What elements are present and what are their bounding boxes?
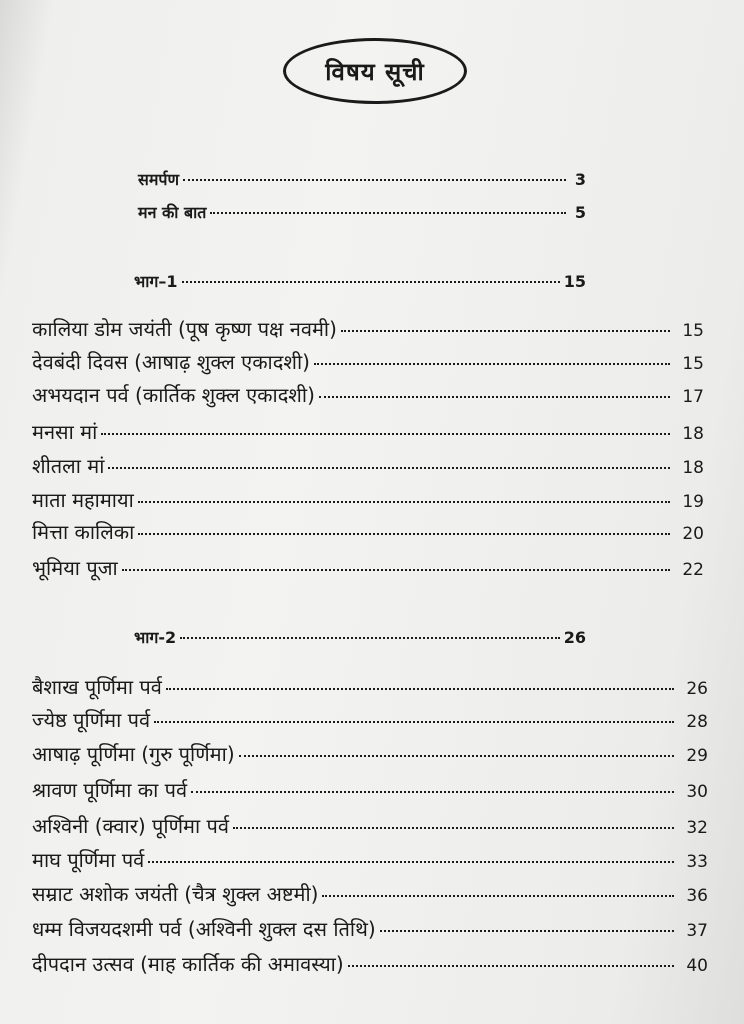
dot-leader xyxy=(101,433,670,435)
part-heading-2[interactable] xyxy=(134,626,586,648)
part-heading-page: 15 xyxy=(563,272,586,291)
toc-entry-page: 18 xyxy=(682,424,704,444)
dot-leader xyxy=(122,569,670,571)
toc-entry-page: 32 xyxy=(686,818,708,838)
dot-leader xyxy=(148,861,674,863)
toc-entry-page: 26 xyxy=(686,679,708,699)
dot-leader xyxy=(191,791,674,793)
toc-entry-label: मित्ता कालिका xyxy=(32,520,135,544)
dot-leader xyxy=(154,721,674,723)
toc-entry[interactable] xyxy=(138,168,586,190)
part-heading-label: भाग–1 xyxy=(134,272,178,291)
dot-leader xyxy=(182,281,560,283)
toc-entry-label: ज्येष्ठ पूर्णिमा पर्व xyxy=(32,708,151,732)
toc-entry[interactable] xyxy=(32,673,708,700)
toc-entry-label: बैशाख पूर्णिमा पर्व xyxy=(32,675,162,699)
toc-entry-label: मन की बात xyxy=(138,203,207,222)
title-oval xyxy=(283,38,467,104)
toc-entry[interactable] xyxy=(32,381,704,408)
part-heading-1[interactable] xyxy=(134,270,586,292)
toc-entry-label: माघ पूर्णिमा पर्व xyxy=(32,848,145,872)
toc-entry[interactable] xyxy=(32,776,708,803)
toc-entry[interactable] xyxy=(32,315,704,342)
toc-entry-page: 36 xyxy=(686,886,708,906)
toc-entry-page: 28 xyxy=(686,712,708,732)
toc-entry[interactable] xyxy=(32,348,704,375)
toc-entry-label: धम्म विजयदशमी पर्व (अश्विनी शुक्ल दस तिथि) xyxy=(32,917,376,941)
toc-entry[interactable] xyxy=(32,706,708,733)
toc-entry[interactable] xyxy=(138,201,586,223)
toc-entry-page: 18 xyxy=(682,458,704,478)
dot-leader xyxy=(138,501,670,503)
toc-entry[interactable] xyxy=(32,880,708,907)
dot-leader xyxy=(138,533,670,535)
toc-entry[interactable] xyxy=(32,812,708,839)
toc-entry-label: समर्पण xyxy=(138,170,180,189)
toc-entry-page: 3 xyxy=(574,170,586,189)
toc-entry[interactable] xyxy=(32,915,708,942)
part-heading-label: भाग-2 xyxy=(134,628,177,647)
dot-leader xyxy=(341,330,670,332)
dot-leader xyxy=(319,396,670,398)
dot-leader xyxy=(322,895,674,897)
toc-entry[interactable] xyxy=(32,518,704,545)
toc-entry[interactable] xyxy=(32,554,704,581)
toc-entry-page: 19 xyxy=(682,492,704,512)
toc-entry-page: 37 xyxy=(686,921,708,941)
toc-entry[interactable] xyxy=(32,452,704,479)
toc-entry-label: भूमिया पूजा xyxy=(32,556,118,580)
toc-entry-page: 29 xyxy=(686,746,708,766)
toc-entry-label: श्रावण पूर्णिमा का पर्व xyxy=(32,778,188,802)
toc-entry-label: अभयदान पर्व (कार्तिक शुक्ल एकादशी) xyxy=(32,383,315,407)
toc-entry-page: 22 xyxy=(682,560,704,580)
toc-entry[interactable] xyxy=(32,846,708,873)
dot-leader xyxy=(108,467,670,469)
toc-entry-label: कालिया डोम जयंती (पूष कृष्ण पक्ष नवमी) xyxy=(32,317,337,341)
dot-leader xyxy=(239,755,674,757)
toc-entry-label: सम्राट अशोक जयंती (चैत्र शुक्ल अष्टमी) xyxy=(32,882,319,906)
toc-entry-page: 15 xyxy=(682,354,704,374)
toc-entry-page: 20 xyxy=(682,524,704,544)
toc-entry[interactable] xyxy=(32,486,704,513)
dot-leader xyxy=(380,930,674,932)
toc-entry-page: 30 xyxy=(686,782,708,802)
toc-entry[interactable] xyxy=(32,418,704,445)
toc-entry-page: 15 xyxy=(682,321,704,341)
toc-entry-label: शीतला मां xyxy=(32,454,105,478)
dot-leader xyxy=(233,827,674,829)
page-title: विषय सूची xyxy=(325,57,425,86)
toc-entry-label: माता महामाया xyxy=(32,488,134,512)
dot-leader xyxy=(210,212,566,214)
toc-entry-page: 5 xyxy=(574,203,586,222)
toc-entry-page: 33 xyxy=(686,852,708,872)
toc-entry-label: देवबंदी दिवस (आषाढ़ शुक्ल एकादशी) xyxy=(32,350,310,374)
part-heading-page: 26 xyxy=(563,628,586,647)
toc-entry-label: मनसा मां xyxy=(32,420,98,444)
toc-entry-label: आषाढ़ पूर्णिमा (गुरु पूर्णिमा) xyxy=(32,742,235,766)
dot-leader xyxy=(180,637,560,639)
toc-entry[interactable] xyxy=(32,950,708,977)
dot-leader xyxy=(166,688,674,690)
toc-entry-label: दीपदान उत्सव (माह कार्तिक की अमावस्या) xyxy=(32,952,344,976)
toc-entry-page: 40 xyxy=(686,956,708,976)
toc-entry-page: 17 xyxy=(682,387,704,407)
toc-entry-label: अश्विनी (क्वार) पूर्णिमा पर्व xyxy=(32,814,230,838)
dot-leader xyxy=(348,965,674,967)
dot-leader xyxy=(314,363,670,365)
dot-leader xyxy=(183,179,566,181)
toc-entry[interactable] xyxy=(32,740,708,767)
